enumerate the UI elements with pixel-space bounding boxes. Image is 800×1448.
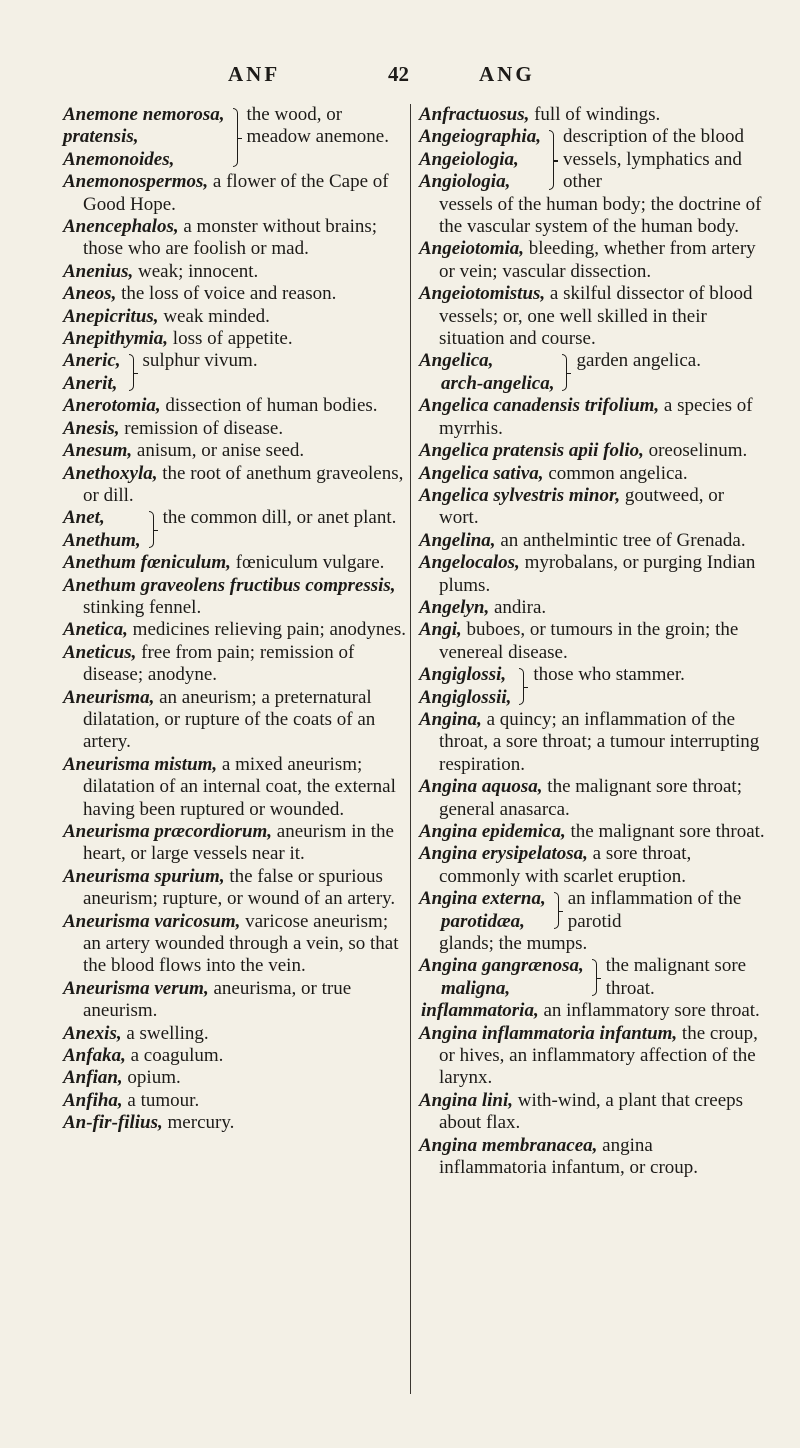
grouped-headwords bbox=[419, 888, 546, 933]
headword: Angelica sativa, bbox=[419, 462, 544, 484]
dictionary-entry bbox=[63, 575, 406, 620]
definition-continued: glands; the mumps. bbox=[439, 933, 588, 955]
brace-mark bbox=[126, 350, 138, 395]
grouped-headwords bbox=[63, 507, 141, 552]
headword: Angelica, bbox=[419, 350, 494, 372]
dictionary-entry bbox=[63, 440, 406, 462]
headword: Aneurisma, bbox=[63, 686, 155, 708]
brace-mark bbox=[546, 126, 558, 193]
definition: dissection of human bodies. bbox=[160, 395, 378, 417]
dictionary-entry bbox=[419, 530, 765, 552]
headword: Anepithymia, bbox=[63, 328, 169, 350]
definition: description of the blood vessels, lymphatics and other bbox=[562, 126, 744, 193]
dictionary-entry bbox=[419, 843, 765, 888]
headword: Angelyn, bbox=[419, 596, 490, 618]
headword: Anenius, bbox=[63, 260, 134, 282]
grouped-headwords bbox=[419, 664, 511, 709]
brace-mark bbox=[146, 507, 158, 552]
dictionary-entry bbox=[419, 1000, 765, 1022]
headword: Anfian, bbox=[63, 1067, 123, 1089]
left-column bbox=[63, 104, 406, 1135]
headword: Aneurisma varicosum, bbox=[63, 910, 241, 932]
definition: a monster without brains; those who are foolish or mad. bbox=[83, 216, 378, 260]
dictionary-entry bbox=[419, 1023, 765, 1090]
definition: mercury. bbox=[162, 1112, 235, 1134]
definition: andira. bbox=[489, 596, 547, 618]
definition: a tumour. bbox=[122, 1089, 200, 1111]
definition: varicose aneurism; an artery wounded through a vein, so that the blood flows into the vein. bbox=[83, 910, 399, 977]
grouped-entry bbox=[63, 350, 406, 395]
definition: a species of myrrhis. bbox=[439, 395, 753, 439]
dictionary-entry bbox=[419, 597, 765, 619]
definition: an inflammatory sore throat. bbox=[538, 1000, 760, 1022]
grouped-headwords bbox=[63, 104, 225, 171]
headword: Angina externa, bbox=[419, 888, 546, 910]
dictionary-entry bbox=[63, 1023, 406, 1045]
headword: Anethoxyla, bbox=[63, 462, 158, 484]
brace-mark bbox=[230, 104, 242, 171]
definition: the malignant sore throat. bbox=[605, 955, 747, 999]
definition: a swelling. bbox=[121, 1022, 209, 1044]
dictionary-entry bbox=[63, 216, 406, 261]
dictionary-entry bbox=[63, 978, 406, 1023]
headword: Aneos, bbox=[63, 283, 117, 305]
definition: the loss of voice and reason. bbox=[116, 283, 337, 305]
headword: An-fir-filius, bbox=[63, 1112, 163, 1134]
definition: a sore throat, commonly with scarlet eruption. bbox=[439, 843, 692, 887]
definition: full of windings. bbox=[529, 104, 661, 125]
dictionary-entry bbox=[419, 283, 765, 350]
grouped-entry bbox=[419, 126, 765, 238]
definition: a coagulum. bbox=[125, 1045, 224, 1067]
brace-group bbox=[63, 104, 406, 171]
headword: Anemonoides, bbox=[63, 148, 175, 170]
definition: garden angelica. bbox=[576, 350, 701, 372]
headword: parotidæa, bbox=[441, 910, 525, 932]
headword: Angina aquosa, bbox=[419, 776, 543, 798]
definition: an aneurism; a preternatural dilatation, or rupture of the coats of an artery. bbox=[83, 686, 376, 753]
definition: those who stammer. bbox=[533, 664, 685, 686]
column-divider bbox=[410, 104, 411, 1394]
dictionary-entry bbox=[419, 776, 765, 821]
headword: Anemone nemorosa, bbox=[63, 104, 225, 125]
headword: Angeiotomistus, bbox=[419, 283, 546, 305]
dictionary-entry bbox=[63, 283, 406, 305]
brace-mark bbox=[559, 350, 571, 395]
page-number: 42 bbox=[388, 62, 409, 86]
definition: loss of appetite. bbox=[168, 328, 293, 350]
headword: Anesum, bbox=[63, 440, 133, 462]
definition: an inflammation of the parotid bbox=[567, 888, 742, 932]
definition: myrobalans, or purging Indian plums. bbox=[439, 552, 756, 596]
dictionary-entry bbox=[63, 642, 406, 687]
dictionary-entry bbox=[419, 395, 765, 440]
headword: Anfractuosus, bbox=[419, 104, 530, 125]
headword: Anexis, bbox=[63, 1022, 122, 1044]
dictionary-entry bbox=[419, 463, 765, 485]
definition: medicines relieving pain; anodynes. bbox=[127, 619, 406, 641]
headword: Aneric, bbox=[63, 350, 121, 372]
dictionary-entry bbox=[419, 440, 765, 462]
definition: the malignant sore throat. bbox=[565, 821, 765, 842]
headword: Angelina, bbox=[419, 529, 496, 551]
headword: pratensis, bbox=[63, 126, 139, 148]
definition: oreoselinum. bbox=[643, 440, 748, 462]
brace-group bbox=[419, 350, 765, 395]
definition: stinking fennel. bbox=[83, 596, 202, 618]
dictionary-entry bbox=[419, 1090, 765, 1135]
definition: fœniculum vulgare. bbox=[230, 552, 385, 574]
headword: Angina gangrænosa, bbox=[419, 955, 584, 977]
headword: Angi, bbox=[419, 619, 462, 641]
headword: Aneticus, bbox=[63, 641, 137, 663]
definition: the malignant sore throat; general anasarca. bbox=[439, 776, 742, 820]
headword: Anfaka, bbox=[63, 1045, 126, 1067]
headword: Angiglossii, bbox=[419, 686, 512, 708]
headword: Aneurisma verum, bbox=[63, 977, 209, 999]
grouped-headwords bbox=[63, 350, 121, 395]
headword: Anet, bbox=[63, 507, 105, 529]
headword: Aneurisma præcordiorum, bbox=[63, 821, 273, 842]
headword: Anerotomia, bbox=[63, 395, 161, 417]
definition: a quincy; an inflammation of the throat, a sore throat; a tumour interrupting respiration. bbox=[439, 708, 760, 775]
headword: Anesis, bbox=[63, 417, 120, 439]
header-left-guide: ANF bbox=[228, 62, 281, 86]
dictionary-entry bbox=[63, 395, 406, 417]
dictionary-entry bbox=[63, 687, 406, 754]
definition: a mixed aneurism; dilatation of an internal coat, the external having been ruptured or wounded. bbox=[83, 753, 396, 820]
dictionary-entry bbox=[419, 485, 765, 530]
dictionary-entry bbox=[63, 754, 406, 821]
definition-continued: vessels of the human body; the doctrine of the vascular system of the human body. bbox=[439, 193, 762, 238]
dictionary-entry bbox=[419, 619, 765, 664]
dictionary-entry bbox=[63, 171, 406, 216]
headword: Angeiologia, bbox=[419, 148, 519, 170]
definition: a flower of the Cape of Good Hope. bbox=[83, 171, 389, 215]
grouped-headwords bbox=[419, 350, 554, 395]
headword: Aneurisma spurium, bbox=[63, 865, 225, 887]
headword: Anethum fœniculum, bbox=[63, 552, 231, 574]
dictionary-entry bbox=[63, 552, 406, 574]
definition: an anthelmintic tree of Grenada. bbox=[495, 529, 746, 551]
definition: weak minded. bbox=[158, 305, 270, 327]
headword: Angelica canadensis trifolium, bbox=[419, 395, 660, 417]
grouped-headwords bbox=[419, 126, 541, 193]
headword: Angina epidemica, bbox=[419, 821, 566, 842]
headword: Angelica sylvestris minor, bbox=[419, 484, 621, 506]
headword: Anethum, bbox=[63, 529, 141, 551]
definition: aneurisma, or true aneurism. bbox=[83, 977, 352, 1022]
headword: Aneurisma mistum, bbox=[63, 753, 218, 775]
brace-group bbox=[419, 126, 765, 193]
dictionary-entry bbox=[419, 1135, 765, 1180]
definition: the croup, or hives, an inflammatory affection of the larynx. bbox=[439, 1022, 758, 1089]
definition: angina inflammatoria infantum, or croup. bbox=[439, 1134, 699, 1179]
dictionary-entry bbox=[63, 1045, 406, 1067]
headword: Anetica, bbox=[63, 619, 128, 641]
headword: arch-angelica, bbox=[441, 372, 555, 394]
definition: the root of anethum graveolens, or dill. bbox=[83, 462, 404, 506]
headword: Angina membranacea, bbox=[419, 1134, 598, 1156]
definition: weak; innocent. bbox=[133, 260, 259, 282]
headword: Angiologia, bbox=[419, 171, 511, 193]
definition: aneurism in the heart, or large vessels near it. bbox=[83, 821, 394, 865]
header-right-guide: ANG bbox=[479, 62, 535, 86]
grouped-headwords bbox=[419, 955, 584, 1000]
dictionary-entry bbox=[63, 821, 406, 866]
definition: with-wind, a plant that creeps about flax. bbox=[439, 1089, 744, 1134]
headword: Angeiotomia, bbox=[419, 238, 525, 260]
headword: Angina lini, bbox=[419, 1089, 513, 1111]
brace-group bbox=[63, 350, 406, 395]
dictionary-entry bbox=[419, 821, 765, 843]
dictionary-entry bbox=[63, 911, 406, 978]
right-column bbox=[419, 104, 765, 1180]
headword: Anemonospermos, bbox=[63, 171, 209, 193]
headword: Anfiha, bbox=[63, 1089, 123, 1111]
grouped-entry bbox=[419, 955, 765, 1000]
definition: a skilful dissector of blood vessels; or, one well skilled in their situation and course. bbox=[439, 283, 753, 350]
dictionary-entry bbox=[419, 104, 765, 126]
definition: anisum, or anise seed. bbox=[132, 440, 305, 462]
headword: maligna, bbox=[441, 977, 511, 999]
grouped-entry bbox=[419, 664, 765, 709]
brace-mark bbox=[551, 888, 563, 933]
headword: Anencephalos, bbox=[63, 216, 179, 238]
headword: Angina erysipelatosa, bbox=[419, 843, 588, 865]
headword: Anepicritus, bbox=[63, 305, 159, 327]
headword: Angiglossi, bbox=[419, 664, 507, 686]
headword: Angelocalos, bbox=[419, 552, 520, 574]
headword: Anerit, bbox=[63, 372, 118, 394]
grouped-entry bbox=[63, 104, 406, 171]
brace-group bbox=[63, 507, 406, 552]
dictionary-entry bbox=[419, 552, 765, 597]
definition: bleeding, whether from artery or vein; vascular dissection. bbox=[439, 238, 756, 282]
definition: sulphur vivum. bbox=[142, 350, 258, 372]
definition: opium. bbox=[122, 1067, 181, 1089]
definition: free from pain; remission of disease; anodyne. bbox=[83, 641, 355, 686]
grouped-entry bbox=[63, 507, 406, 552]
headword: Angelica pratensis apii folio, bbox=[419, 440, 644, 462]
dictionary-entry bbox=[63, 418, 406, 440]
definition: goutweed, or wort. bbox=[439, 484, 725, 529]
dictionary-entry bbox=[419, 238, 765, 283]
definition: the wood, or meadow anemone. bbox=[246, 104, 389, 148]
definition: common angelica. bbox=[543, 462, 688, 484]
definition: the false or spurious aneurism; rupture, or wound of an artery. bbox=[83, 865, 396, 910]
headword: inflammatoria, bbox=[421, 1000, 539, 1022]
headword: Angina inflammatoria infantum, bbox=[419, 1022, 678, 1044]
grouped-entry bbox=[419, 350, 765, 395]
brace-group bbox=[419, 664, 765, 709]
dictionary-entry bbox=[419, 709, 765, 776]
dictionary-entry bbox=[63, 328, 406, 350]
brace-group bbox=[419, 888, 765, 933]
headword: Angeiographia, bbox=[419, 126, 541, 148]
running-header bbox=[0, 62, 800, 92]
brace-mark bbox=[589, 955, 601, 1000]
dictionary-entry bbox=[63, 619, 406, 641]
dictionary-entry bbox=[63, 866, 406, 911]
dictionary-entry bbox=[63, 1112, 406, 1134]
dictionary-entry bbox=[63, 1067, 406, 1089]
definition: buboes, or tumours in the groin; the venereal disease. bbox=[439, 619, 739, 663]
dictionary-entry bbox=[63, 306, 406, 328]
dictionary-entry bbox=[63, 463, 406, 508]
dictionary-entry bbox=[63, 1090, 406, 1112]
grouped-entry bbox=[419, 888, 765, 955]
dictionary-entry bbox=[63, 261, 406, 283]
definition: remission of disease. bbox=[119, 417, 284, 439]
brace-group bbox=[419, 955, 765, 1000]
definition: the common dill, or anet plant. bbox=[162, 507, 397, 529]
headword: Anethum graveolens fructibus compressis, bbox=[63, 574, 396, 596]
headword: Angina, bbox=[419, 708, 482, 730]
brace-mark bbox=[516, 664, 528, 709]
